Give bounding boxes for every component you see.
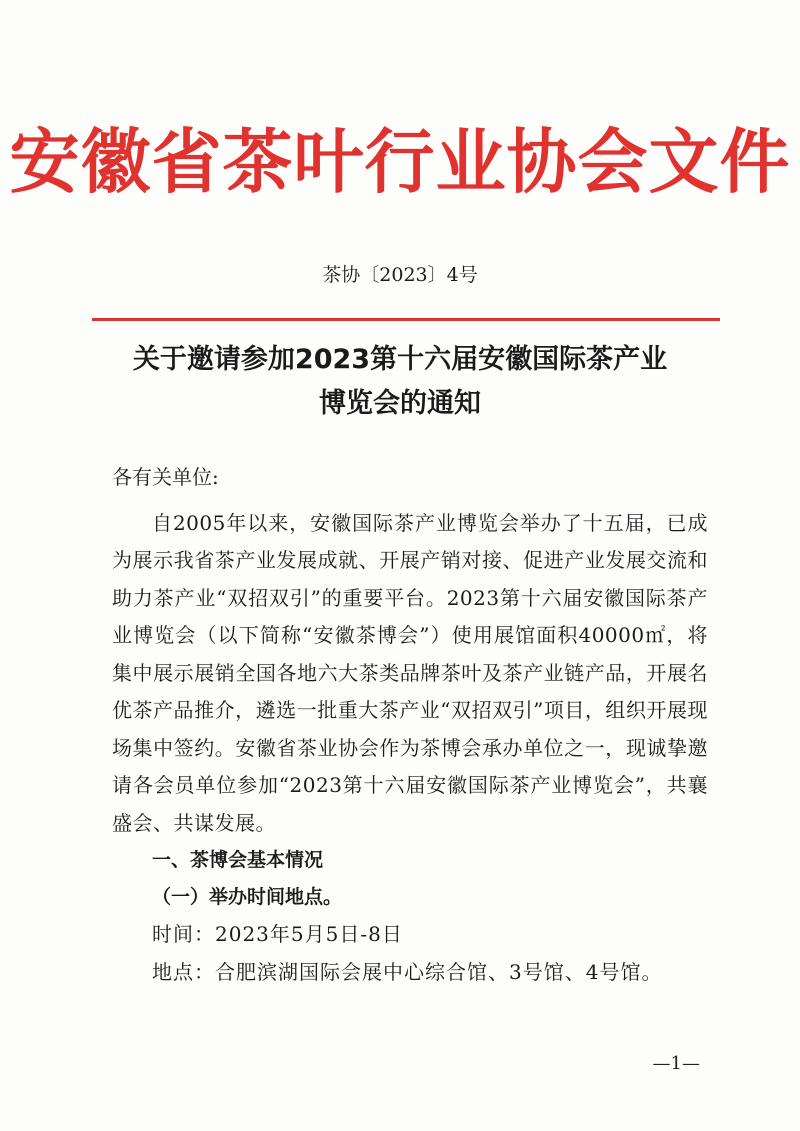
- salutation: 各有关单位:: [112, 465, 219, 489]
- notice-title-line-1: 关于邀请参加2023第十六届安徽国际茶产业: [132, 344, 668, 375]
- notice-title: [0, 338, 800, 426]
- event-time: 时间：2023年5月5日-8日: [152, 922, 403, 946]
- notice-title-line-2: 博览会的通知: [319, 388, 481, 419]
- subsection-heading: （一）举办时间地点。: [152, 886, 343, 908]
- section-heading: 一、茶博会基本情况: [152, 849, 324, 871]
- document-number: 茶协〔2023〕4号: [322, 264, 478, 286]
- red-header-rule: [92, 318, 720, 321]
- document-body: [112, 459, 708, 991]
- page-number: —1—: [652, 1053, 700, 1074]
- body-paragraph: 自2005年以来，安徽国际茶产业博览会举办了十五届，已成为展示我省茶产业发展成就、开展产销对接、促进产业发展交流和助力茶产业“双招双引”的重要平台。2023第十六届安徽国际茶产业博览会（以下简称“安徽茶博会”）使用展馆面积40000㎡，将集中展示展销全国各地六大茶类品牌茶叶及茶产业链产品，开展名优茶产品推介，遴选一批重大茶产业“双招双引”项目，组织开展现场集中签约。安徽省茶业协会作为茶博会承办单位之一，现诚挚邀请各会员单位参加“2023第十六届安徽国际茶产业博览会”，共襄盛会、共谋发展。: [112, 510, 708, 835]
- issuing-authority-header: 安徽省茶叶行业协会文件: [9, 120, 791, 203]
- event-venue: 地点：合肥滨湖国际会展中心综合馆、3号馆、4号馆。: [152, 959, 663, 984]
